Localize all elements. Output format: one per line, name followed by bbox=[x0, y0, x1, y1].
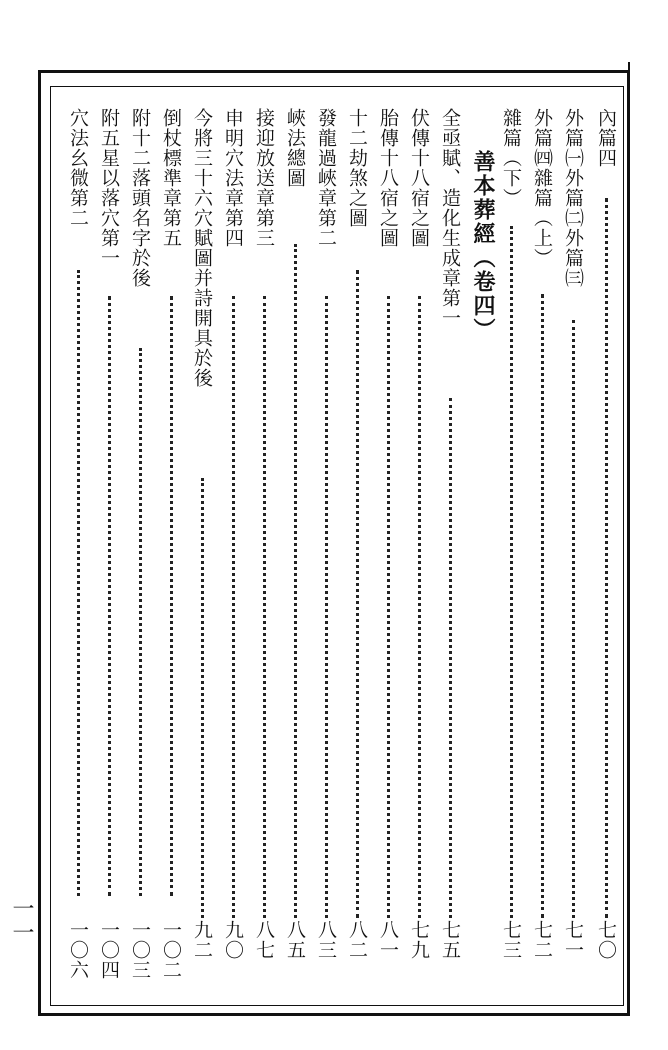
dot-leader bbox=[294, 244, 297, 918]
toc-entry-title: 內篇四 bbox=[595, 108, 617, 168]
toc-entry-page: 七〇 bbox=[595, 920, 617, 960]
toc-entry-page: 一〇四 bbox=[98, 920, 120, 980]
toc-entry-title: 外篇㈣雜篇（上） bbox=[531, 108, 553, 268]
dot-leader bbox=[77, 270, 80, 896]
dot-leader bbox=[232, 296, 235, 918]
toc-entry bbox=[498, 108, 524, 988]
dot-leader bbox=[605, 198, 608, 918]
dot-leader bbox=[510, 226, 513, 918]
page-number: 一一 bbox=[9, 897, 34, 945]
toc-entry-title: 穴法幺微第二 bbox=[67, 108, 89, 228]
dot-leader bbox=[139, 348, 142, 896]
toc-entry bbox=[344, 108, 370, 988]
dot-leader bbox=[541, 294, 544, 918]
toc-entry bbox=[96, 108, 122, 988]
frame-corner-mark bbox=[620, 62, 630, 84]
toc-entry-title: 峽法總圖 bbox=[284, 108, 306, 188]
dot-leader bbox=[387, 296, 390, 918]
toc-entry-title: 胎傳十八宿之圖 bbox=[377, 108, 399, 248]
toc-entry-page: 七二 bbox=[531, 920, 553, 960]
toc-entry-title: 外篇㈠外篇㈡外篇㈢ bbox=[562, 108, 584, 288]
dot-leader bbox=[356, 270, 359, 918]
toc-entry-page: 七三 bbox=[500, 920, 522, 960]
dot-leader bbox=[170, 296, 173, 896]
toc-entry bbox=[158, 108, 184, 988]
toc-entry-title: 附五星以落穴第一 bbox=[98, 108, 120, 268]
toc-entry-page: 一〇二 bbox=[160, 920, 182, 980]
toc-entry-title: 全亟賦、造化生成章第一 bbox=[439, 108, 461, 328]
dot-leader bbox=[572, 320, 575, 918]
dot-leader bbox=[201, 478, 204, 918]
toc-entry bbox=[529, 108, 555, 988]
toc-entry-title: 伏傳十八宿之圖 bbox=[408, 108, 430, 248]
toc-entry-page: 七五 bbox=[439, 920, 461, 960]
toc-entry-page: 八三 bbox=[315, 920, 337, 960]
toc-entry bbox=[251, 108, 277, 988]
toc-entry bbox=[375, 108, 401, 988]
dot-leader bbox=[263, 296, 266, 918]
toc-entry bbox=[127, 108, 153, 988]
toc-entry-title: 發龍過峽章第二 bbox=[315, 108, 337, 248]
toc-entry bbox=[593, 108, 619, 988]
toc-entry-page: 七九 bbox=[408, 920, 430, 960]
toc-entry-title: 雜篇（下） bbox=[500, 108, 522, 208]
dot-leader bbox=[108, 296, 111, 896]
toc-entry-title: 接迎放送章第三 bbox=[253, 108, 275, 248]
toc-entry-page: 一〇六 bbox=[67, 920, 89, 980]
dot-leader bbox=[418, 296, 421, 918]
toc-entry-title: 倒杖標準章第五 bbox=[160, 108, 182, 248]
toc-entry bbox=[437, 108, 463, 988]
toc-entry bbox=[282, 108, 308, 988]
frame-side-mark bbox=[624, 230, 630, 260]
toc-entry-page: 一〇三 bbox=[129, 920, 151, 980]
toc-entry bbox=[189, 108, 215, 988]
toc-entry-page: 七一 bbox=[562, 920, 584, 960]
toc-entry-page: 八七 bbox=[253, 920, 275, 960]
dot-leader bbox=[449, 398, 452, 918]
toc-entry-title: 申明穴法章第四 bbox=[222, 108, 244, 248]
toc-entry bbox=[65, 108, 91, 988]
toc-entry-title: 附十二落頭名字於後 bbox=[129, 108, 151, 288]
toc-entry-page: 八五 bbox=[284, 920, 306, 960]
toc-entry bbox=[560, 108, 586, 988]
volume-heading: 善本葬經（卷四） bbox=[470, 150, 496, 342]
dot-leader bbox=[325, 296, 328, 918]
toc-entry bbox=[406, 108, 432, 988]
toc-entry-page: 九二 bbox=[191, 920, 213, 960]
toc-entry bbox=[313, 108, 339, 988]
toc-entry-page: 八一 bbox=[377, 920, 399, 960]
toc-entry-title: 今將三十六穴賦圖并詩開具於後 bbox=[191, 108, 213, 388]
toc-entry bbox=[220, 108, 246, 988]
toc-entry-page: 九〇 bbox=[222, 920, 244, 960]
toc-entry-page: 八二 bbox=[346, 920, 368, 960]
toc-entry-title: 十二劫煞之圖 bbox=[346, 108, 368, 228]
